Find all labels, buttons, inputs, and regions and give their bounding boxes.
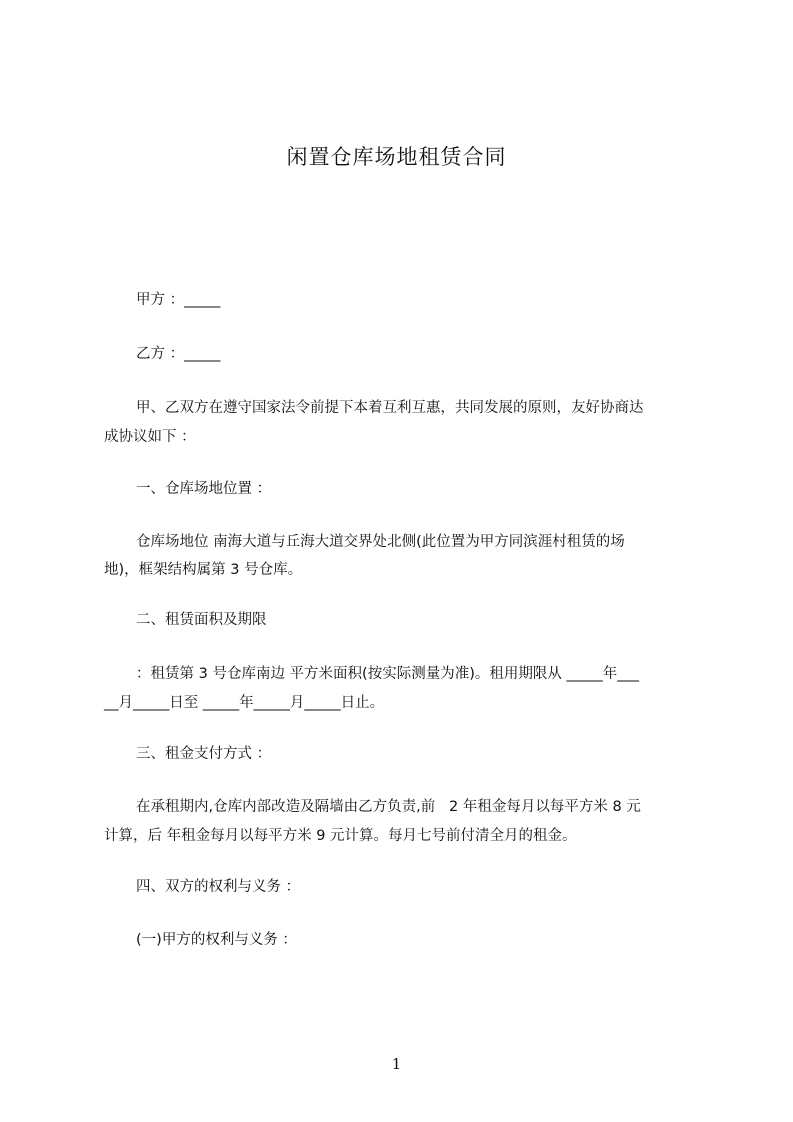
section-1-line-1: 仓库场地位 南海大道与丘海大道交界处北侧(此位置为甲方同滨涯村租赁的场	[136, 534, 625, 550]
section-4-heading: 四、双方的权利与义务 ：	[136, 879, 301, 895]
section-3-line-2: 计算，后 年租金每月以每平方米 9 元计算。每月七号前付清全月的租金。	[104, 828, 577, 844]
section-1-heading: 一、仓库场地位置 ：	[136, 481, 272, 497]
party-b-line: 乙方 ：_____	[136, 346, 221, 362]
page-number: 1	[391, 1055, 402, 1073]
section-2-heading: 二、租赁面积及期限	[136, 612, 267, 628]
section-2-line-1: ：租赁第 3 号仓库南边 平方米面积(按实际测量为准)。租用期限从 _____年___	[136, 666, 639, 682]
section-1-line-2: 地)，框架结构属第 3 号仓库。	[104, 562, 303, 578]
section-4-subheading-1: (一)甲方的权利与义务 ：	[136, 932, 297, 948]
section-3-line-1: 在承租期内,仓库内部改造及隔墙由乙方负责,前 2 年租金每月以每平方米 8 元	[136, 799, 641, 815]
section-3-heading: 三、租金支付方式 ：	[136, 746, 272, 762]
section-2-line-2: __月_____日至 _____年_____月_____日止。	[104, 695, 385, 711]
document-title: 闲置仓库场地租赁合同	[286, 145, 507, 169]
intro-paragraph-line-2: 成协议如下 ：	[104, 429, 196, 445]
intro-paragraph-line-1: 甲、乙双方在遵守国家法令前提下本着互利互惠，共同发展的原则，友好协商达	[136, 400, 644, 416]
party-a-line: 甲方 ：_____	[136, 292, 221, 308]
